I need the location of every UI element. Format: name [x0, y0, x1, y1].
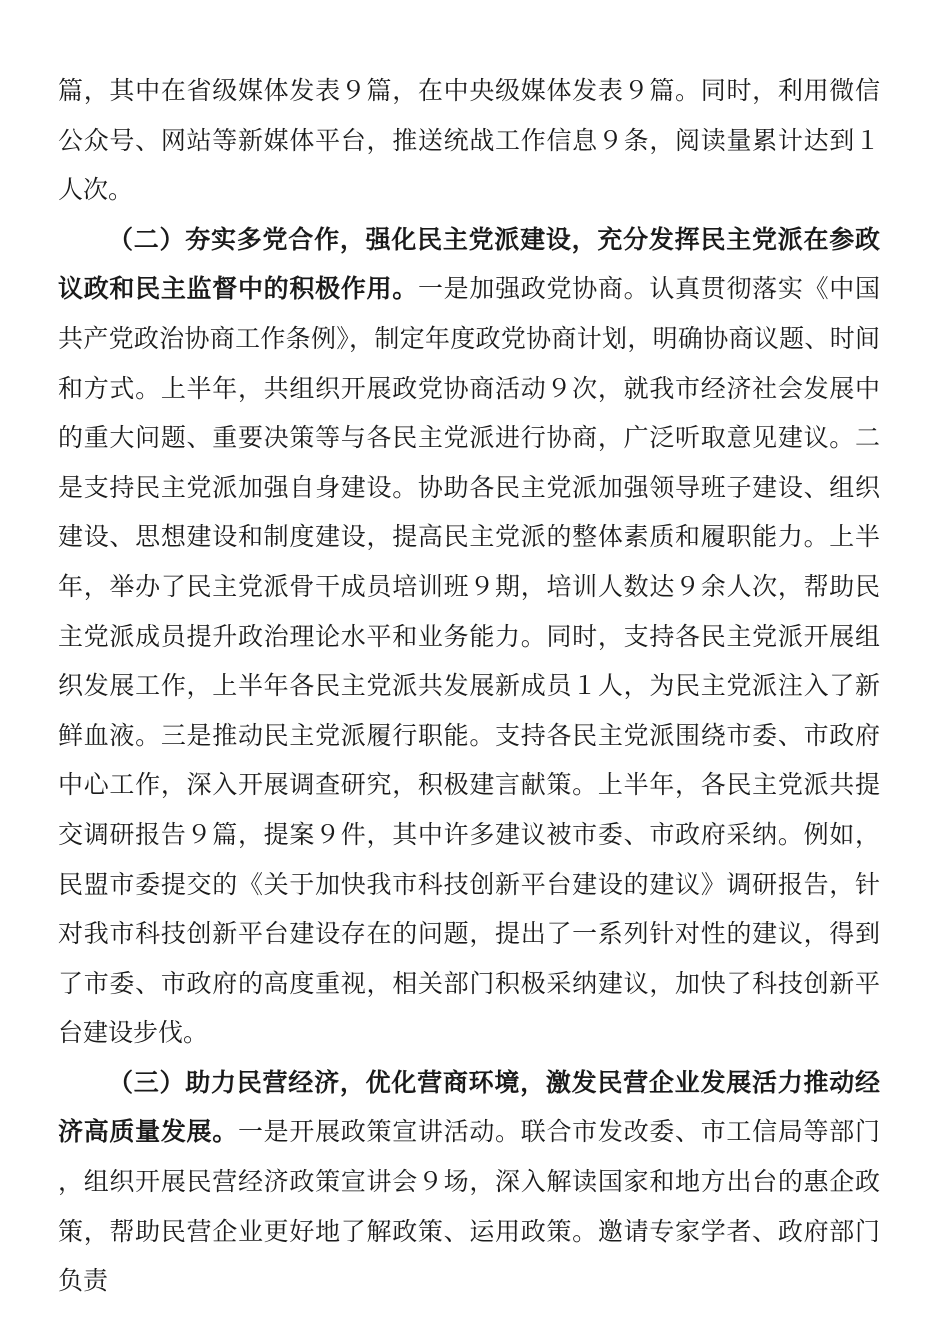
paragraph-section-3 [58, 1058, 880, 1306]
paragraph-continuation [58, 66, 880, 215]
paragraph-section-2 [58, 215, 880, 1058]
paragraph-body: 一是加强政党协商。认真贯彻落实《中国共产党政治协商工作条例》，制定年度政党协商计划，明确协商议题、时间和方式。上半年，共组织开展政党协商活动９次，就我市经济社会发展中的重大问题、重要决策等与各民主党派进行协商，广泛听取意见建议。二是支持民主党派加强自身建设。协助各民主党派加强领导班子建设、组织建设、思想建设和制度建设，提高民主党派的整体素质和履职能力。上半年，举办了民主党派骨干成员培训班９期，培训人数达９余人次，帮助民主党派成员提升政治理论水平和业务能力。同时，支持各民主党派开展组织发展工作，上半年各民主党派共发展新成员１人，为民主党派注入了新鲜血液。三是推动民主党派履行职能。支持各民主党派围绕市委、市政府中心工作，深入开展调查研究，积极建言献策。上半年，各民主党派共提交调研报告９篇，提案９件，其中许多建议被市委、市政府采纳。例如，民盟市委提交的《关于加快我市科技创新平台建设的建议》调研报告，针对我市科技创新平台建设存在的问题，提出了一系列针对性的建议，得到了市委、市政府的高度重视，相关部门积极采纳建议，加快了科技创新平台建设步伐。 [58, 274, 880, 1048]
document-body [58, 66, 880, 1306]
section-heading: （二）夯实多党合作，强化民主党派建设，充分发挥民主党派在参政议政和民主监督中的积极作用。 [58, 224, 880, 304]
paragraph-body: 篇，其中在省级媒体发表９篇，在中央级媒体发表９篇。同时，利用微信公众号、网站等新媒体平台，推送统战工作信息９条，阅读量累计达到１人次。 [58, 76, 880, 205]
paragraph-body: 一是开展政策宣讲活动。联合市发改委、市工信局等部门，组织开展民营经济政策宣讲会９场，深入解读国家和地方出台的惠企政策，帮助民营企业更好地了解政策、运用政策。邀请专家学者、政府部门负责 [58, 1117, 880, 1296]
section-heading: （三）助力民营经济，优化营商环境，激发民营企业发展活力推动经济高质量发展。 [58, 1067, 880, 1147]
